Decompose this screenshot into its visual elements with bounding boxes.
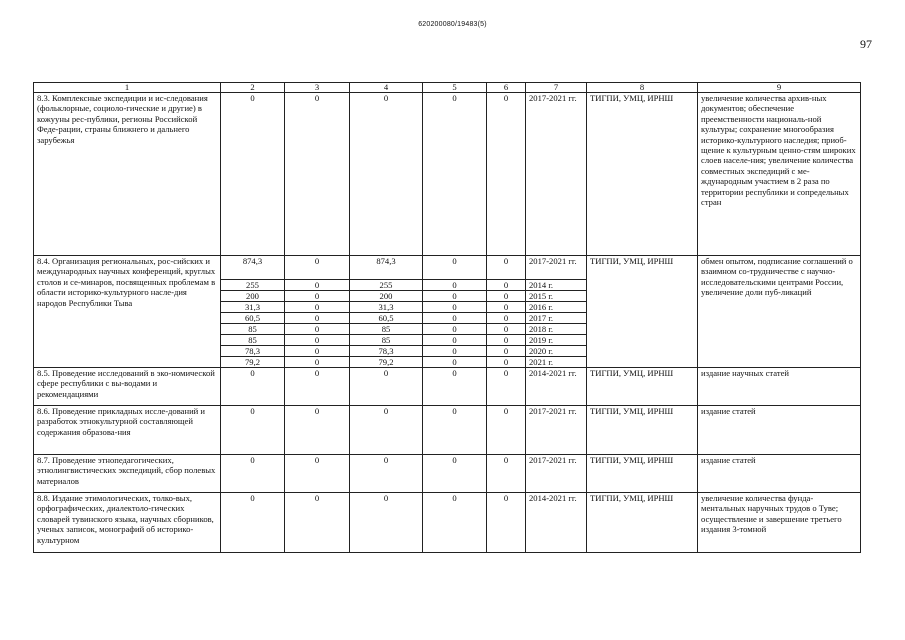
period: 2015 г. — [526, 291, 587, 302]
value-total: 0 — [221, 406, 285, 455]
period: 2014-2021 гг. — [526, 493, 587, 553]
value-total: 31,3 — [221, 302, 285, 313]
value-col6: 0 — [487, 93, 526, 256]
period: 2017-2021 гг. — [526, 256, 587, 280]
value-col3: 0 — [285, 335, 350, 346]
value-col5: 0 — [423, 291, 487, 302]
value-col4: 60,5 — [350, 313, 423, 324]
value-col4: 0 — [350, 406, 423, 455]
period: 2017-2021 гг. — [526, 455, 587, 493]
value-col3: 0 — [285, 357, 350, 368]
period: 2018 г. — [526, 324, 587, 335]
value-col3: 0 — [285, 455, 350, 493]
value-col4: 0 — [350, 493, 423, 553]
value-col3: 0 — [285, 256, 350, 280]
value-col5: 0 — [423, 93, 487, 256]
value-col4: 78,3 — [350, 346, 423, 357]
period: 2017-2021 гг. — [526, 406, 587, 455]
value-col5: 0 — [423, 346, 487, 357]
value-col5: 0 — [423, 357, 487, 368]
executors: ТИГПИ, УМЦ, ИРНШ — [587, 368, 698, 406]
value-col6: 0 — [487, 280, 526, 291]
value-col4: 874,3 — [350, 256, 423, 280]
document-code: 620200080/19483(5) — [418, 21, 487, 28]
value-col6: 0 — [487, 302, 526, 313]
column-number: 7 — [526, 83, 587, 93]
value-col6: 0 — [487, 291, 526, 302]
value-total: 60,5 — [221, 313, 285, 324]
value-col4: 0 — [350, 368, 423, 406]
activity-title: 8.6. Проведение прикладных иссле-дований и разработок этнокультурной составляющей содержания образова-ния — [34, 406, 221, 455]
expected-result: обмен опытом, подписание соглашений о взаимном со-трудничестве с научно-исследовательскими центрами России, увеличение доли пуб-ликаций — [698, 256, 861, 368]
value-total: 0 — [221, 493, 285, 553]
column-number-row — [34, 83, 861, 93]
activity-title: 8.5. Проведение исследований в эко-номической сфере республики с вы-водами и рекомендациями — [34, 368, 221, 406]
activity-title: 8.3. Комплексные экспедиции и ис-следования (фольклорные, социоло-гические и другие) в кожууны рес-публики, регионы Российской Феде-рации, страны ближнего и дальнего зарубежья — [34, 93, 221, 256]
value-col3: 0 — [285, 291, 350, 302]
value-col5: 0 — [423, 302, 487, 313]
value-col4: 0 — [350, 93, 423, 256]
expected-result: издание статей — [698, 406, 861, 455]
value-total: 85 — [221, 324, 285, 335]
executors: ТИГПИ, УМЦ, ИРНШ — [587, 93, 698, 256]
value-col6: 0 — [487, 455, 526, 493]
value-total: 79,2 — [221, 357, 285, 368]
table-row — [34, 368, 861, 406]
value-col3: 0 — [285, 346, 350, 357]
value-col5: 0 — [423, 256, 487, 280]
value-col5: 0 — [423, 368, 487, 406]
value-col6: 0 — [487, 493, 526, 553]
period: 2020 г. — [526, 346, 587, 357]
value-col5: 0 — [423, 313, 487, 324]
expected-result: издание научных статей — [698, 368, 861, 406]
value-total: 78,3 — [221, 346, 285, 357]
column-number: 1 — [34, 83, 221, 93]
value-total: 200 — [221, 291, 285, 302]
column-number: 3 — [285, 83, 350, 93]
period: 2014-2021 гг. — [526, 368, 587, 406]
period: 2014 г. — [526, 280, 587, 291]
value-col4: 255 — [350, 280, 423, 291]
table-row — [34, 493, 861, 553]
expected-result: издание статей — [698, 455, 861, 493]
value-total: 874,3 — [221, 256, 285, 280]
table-row — [34, 256, 861, 280]
column-number: 5 — [423, 83, 487, 93]
executors: ТИГПИ, УМЦ, ИРНШ — [587, 493, 698, 553]
value-total: 0 — [221, 368, 285, 406]
value-col5: 0 — [423, 280, 487, 291]
expected-result: увеличение количества фунда-ментальных наручных трудов о Туве; осуществление и завершение третьего издания 3-томной — [698, 493, 861, 553]
value-col5: 0 — [423, 493, 487, 553]
value-col3: 0 — [285, 406, 350, 455]
expected-result: увеличение количества архив-ных документов; обеспечение преемственности националь-ной культуры; сохранение многообразия историко-культурного наследия; приоб-щение к культурным ценно-стям широких слоев населе-ния; увеличение количества совместных экспедиций с ме-ждународным участием в 2 раза по территории республики и сопредельных стран — [698, 93, 861, 256]
period: 2016 г. — [526, 302, 587, 313]
table-row — [34, 406, 861, 455]
value-col5: 0 — [423, 324, 487, 335]
table-row — [34, 455, 861, 493]
value-col6: 0 — [487, 256, 526, 280]
value-col3: 0 — [285, 324, 350, 335]
activity-title: 8.8. Издание этимологических, толко-вых, орфографических, диалектоло-гических словарей тувинского языка, научных сборников, ученых записок, монографий об историко-культурном — [34, 493, 221, 553]
value-col6: 0 — [487, 324, 526, 335]
value-col3: 0 — [285, 493, 350, 553]
value-col6: 0 — [487, 346, 526, 357]
value-col4: 85 — [350, 335, 423, 346]
period: 2017-2021 гг. — [526, 93, 587, 256]
period: 2019 г. — [526, 335, 587, 346]
column-number: 8 — [587, 83, 698, 93]
value-col3: 0 — [285, 313, 350, 324]
value-total: 0 — [221, 455, 285, 493]
value-col4: 79,2 — [350, 357, 423, 368]
column-number: 2 — [221, 83, 285, 93]
value-col6: 0 — [487, 313, 526, 324]
period: 2017 г. — [526, 313, 587, 324]
value-col4: 0 — [350, 455, 423, 493]
value-col6: 0 — [487, 406, 526, 455]
value-col3: 0 — [285, 93, 350, 256]
value-col6: 0 — [487, 368, 526, 406]
table-row — [34, 93, 861, 256]
activity-title: 8.4. Организация региональных, рос-сийских и международных научных конференций, круглых столов и се-минаров, посвященных проблемам в области историко-культурного насле-дия народов Республики Тыва — [34, 256, 221, 368]
page-number: 97 — [860, 37, 872, 51]
value-total: 255 — [221, 280, 285, 291]
column-number: 4 — [350, 83, 423, 93]
program-table — [33, 82, 861, 553]
column-number: 9 — [698, 83, 861, 93]
executors: ТИГПИ, УМЦ, ИРНШ — [587, 406, 698, 455]
value-col4: 31,3 — [350, 302, 423, 313]
value-col6: 0 — [487, 335, 526, 346]
executors: ТИГПИ, УМЦ, ИРНШ — [587, 455, 698, 493]
value-col6: 0 — [487, 357, 526, 368]
value-col5: 0 — [423, 455, 487, 493]
value-total: 0 — [221, 93, 285, 256]
value-col5: 0 — [423, 406, 487, 455]
value-col4: 200 — [350, 291, 423, 302]
activity-title: 8.7. Проведение этнопедагогических, этнолингвистических экспедиций, сбор полевых материалов — [34, 455, 221, 493]
executors: ТИГПИ, УМЦ, ИРНШ — [587, 256, 698, 368]
value-total: 85 — [221, 335, 285, 346]
value-col3: 0 — [285, 280, 350, 291]
value-col3: 0 — [285, 368, 350, 406]
period: 2021 г. — [526, 357, 587, 368]
value-col4: 85 — [350, 324, 423, 335]
column-number: 6 — [487, 83, 526, 93]
value-col5: 0 — [423, 335, 487, 346]
value-col3: 0 — [285, 302, 350, 313]
